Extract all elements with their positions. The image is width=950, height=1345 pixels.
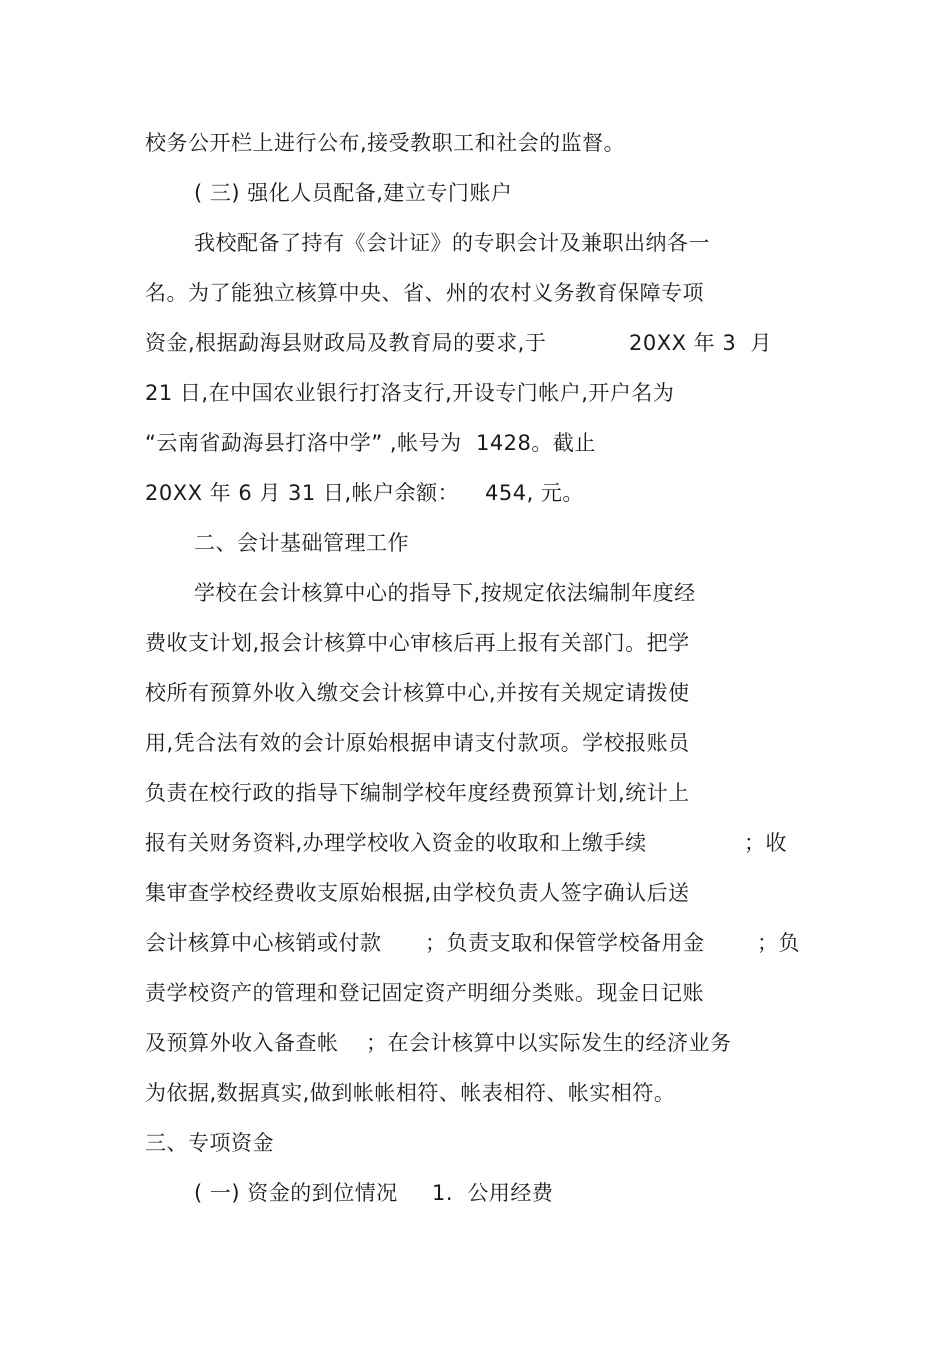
- section-heading: 二、会计基础管理工作: [194, 531, 409, 555]
- body-text-line: ；负: [757, 931, 800, 955]
- body-text-line: 校务公开栏上进行公布,接受教职工和社会的监督。: [145, 131, 626, 155]
- body-text-line: ；在会计核算中以实际发生的经济业务: [366, 1031, 732, 1055]
- body-text-line: 会计核算中心核销或付款: [145, 931, 382, 955]
- body-text-line: 资金,根据勐海县财政局及教育局的要求,于: [145, 331, 547, 355]
- body-text-line: 我校配备了持有《会计证》的专职会计及兼职出纳各一: [194, 231, 710, 255]
- body-text-line: 454, 元。: [485, 481, 584, 505]
- body-text-line: 名。为了能独立核算中央、省、州的农村义务教育保障专项: [145, 281, 704, 305]
- body-text-line: 为依据,数据真实,做到帐帐相符、帐表相符、帐实相符。: [145, 1081, 676, 1105]
- body-text-line: 报有关财务资料,办理学校收入资金的收取和上缴手续: [145, 831, 647, 855]
- body-text-line: 集审查学校经费收支原始根据,由学校负责人签字确认后送: [145, 881, 690, 905]
- body-text-line: 学校在会计核算中心的指导下,按规定依法编制年度经: [194, 581, 696, 605]
- body-text-line: “云南省勐海县打洛中学” ,帐号为 1428。截止: [145, 431, 596, 455]
- body-text-line: 费收支计划,报会计核算中心审核后再上报有关部门。把学: [145, 631, 690, 655]
- body-text-line: 20XX 年 6 月 31 日,帐户余额：: [145, 481, 460, 505]
- body-text-line: 及预算外收入备查帐: [145, 1031, 339, 1055]
- section-heading: 1. 公用经费: [432, 1181, 554, 1205]
- body-text-line: 负责在校行政的指导下编制学校年度经费预算计划,统计上: [145, 781, 690, 805]
- body-text-line: ；负责支取和保管学校备用金: [425, 931, 705, 955]
- section-heading: 三、专项资金: [145, 1131, 274, 1155]
- body-text-line: 20XX 年 3 月: [629, 331, 773, 355]
- section-heading: ( 一) 资金的到位情况: [194, 1181, 398, 1205]
- body-text-line: ；收: [744, 831, 787, 855]
- body-text-line: 校所有预算外收入缴交会计核算中心,并按有关规定请拨使: [145, 681, 690, 705]
- body-text-line: 责学校资产的管理和登记固定资产明细分类账。现金日记账: [145, 981, 704, 1005]
- body-text-line: 21 日,在中国农业银行打洛支行,开设专门帐户,开户名为: [145, 381, 675, 405]
- section-heading: ( 三) 强化人员配备,建立专门账户: [194, 181, 513, 205]
- body-text-line: 用,凭合法有效的会计原始根据申请支付款项。学校报账员: [145, 731, 690, 755]
